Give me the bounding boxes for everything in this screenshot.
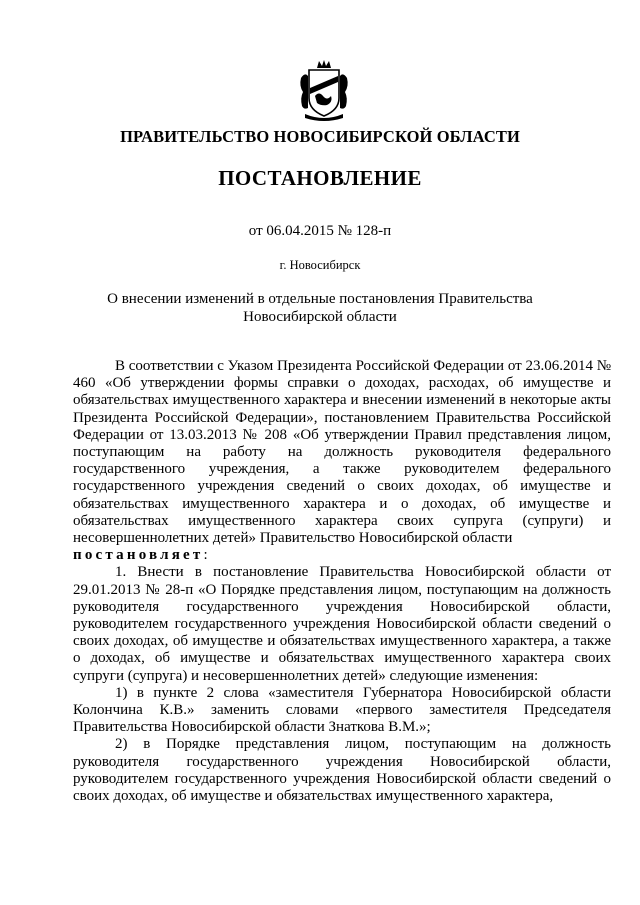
- date-number-line: от 06.04.2015 № 128-п: [248, 223, 392, 239]
- subclause-2-text: 2) в Порядке представления лицом, поступающим на должность руководителя государственного учреждения Новосибирской области, руководителем государственного учреждения Новосибирской области сведений о своих доходах, об имуществе и обязательствах имущественного характера,: [73, 736, 611, 805]
- preamble-text: В соответствии с Указом Президента Российской Федерации от 23.06.2014 № 460 «Об утверждении формы справки о доходах, расходах, об имуществе и обязательствах имущественного характера и внесении изменений в некоторые акты Президента Российской Федерации», постановлением Правительства Российской Федерации от 13.03.2013 № 208 «Об утверждении Правил представления лицом, поступающим на работу на должность руководителя федерального государственного учреждения, а также руководителем федерального государственного учреждения сведений о своих доходах, об имуществе и обязательствах имущественного характера и о доходах, об имуществе и обязательствах имущественного характера своих супруга (супруги) и несовершеннолетних детей» Правительство Новосибирской области: [73, 358, 612, 547]
- subject-line-2: Новосибирской области: [243, 309, 397, 325]
- subclause-2-paragraph: [73, 736, 611, 805]
- city-line: г. Новосибирск: [279, 258, 361, 272]
- organization-title: ПРАВИТЕЛЬСТВО НОВОСИБИРСКОЙ ОБЛАСТИ: [120, 127, 520, 146]
- document-subject: [100, 290, 540, 326]
- preamble-paragraph: [73, 358, 611, 547]
- document-type-title: ПОСТАНОВЛЕНИЕ: [218, 166, 422, 190]
- subject-line-1: О внесении изменений в отдельные постановления Правительства: [107, 291, 533, 307]
- document-body: [73, 358, 611, 805]
- resolves-word: постановляет: [73, 547, 204, 564]
- clause-1-text: 1. Внести в постановление Правительства Новосибирской области от 29.01.2013 № 28-п «О Порядке представления лицом, поступающим на должность руководителя государственного учреждения Новосибирской области, руководителем государственного учреждения Новосибирской области сведений о своих доходах, об имуществе и обязательствах имущественного характера, а также о доходах, об имуществе и обязательствах имущественного характера своих супруги (супруга) и несовершеннолетних детей» следующие изменения:: [73, 564, 611, 684]
- resolves-line: [73, 547, 611, 564]
- coat-of-arms-icon: [297, 58, 351, 124]
- subclause-1-text: 1) в пункте 2 слова «заместителя Губернатора Новосибирской области Колончина К.В.» заменить словами «первого заместителя Председателя Правительства Новосибирской области Знаткова В.М.»;: [73, 684, 611, 736]
- resolves-colon: :: [203, 547, 208, 564]
- subclause-1-paragraph: [73, 685, 611, 737]
- clause-1-paragraph: [73, 564, 611, 684]
